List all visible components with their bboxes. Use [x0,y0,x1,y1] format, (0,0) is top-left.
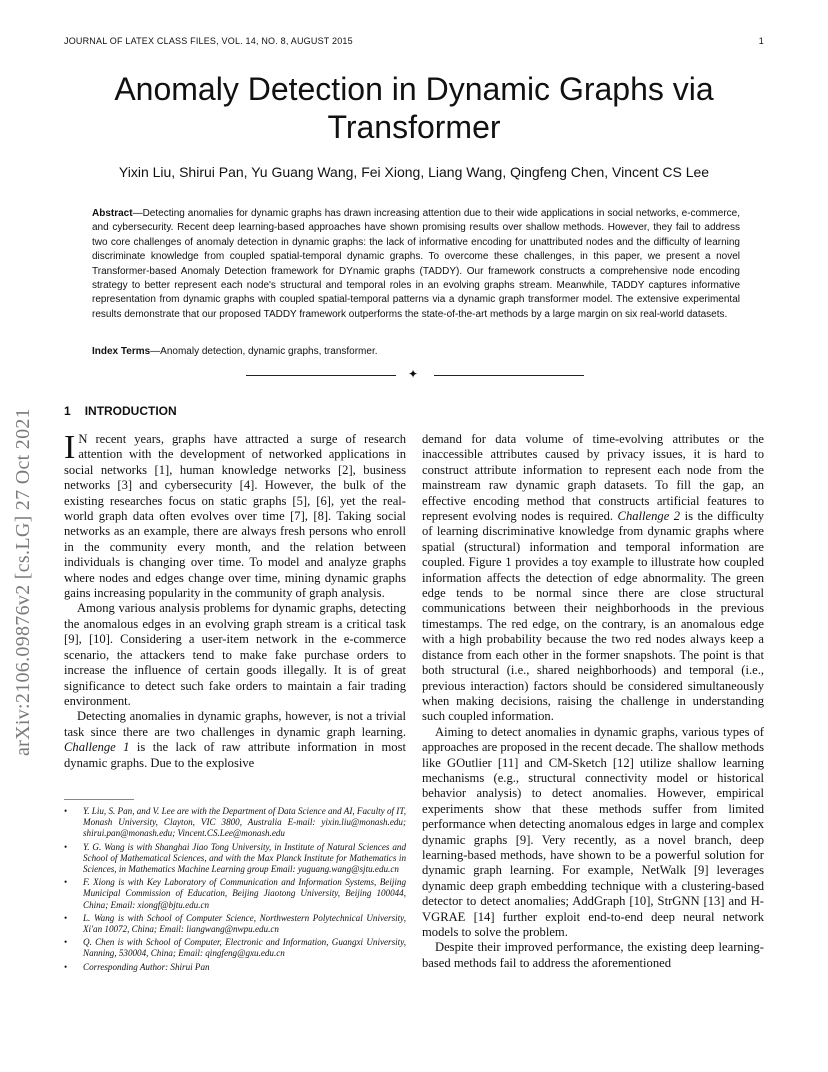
intro-paragraph-3-a: Detecting anomalies in dynamic graphs, however, is not a trivial task since there are two challenges in dynamic graph learning. [64,709,406,739]
abstract [92,207,740,322]
footnote-item: • L. Wang is with School of Computer Science, Northwestern Polytechnical University, Xi'an 10072, China; Email: liangwang@nwpu.edu.cn [64,913,406,935]
section-number: 1 [64,404,71,418]
right-paragraph-3: Despite their improved performance, the existing deep learning-based methods fail to address the aforementioned [422,940,764,970]
intro-paragraph-1 [64,429,406,601]
footnotes [64,806,406,975]
abstract-label: Abstract [92,208,133,219]
divider-line-right [434,375,584,376]
right-paragraph-2: Aiming to detect anomalies in dynamic graphs, various types of approaches are proposed in the recent decade. The shallow methods like GOutlier [11] and CM-Sketch [12] utilize shallow learning mechanisms (e.g., structural connectivity model or historical behavior analysis) to detect anomalies. However, empirical experiments show that these methods suffer from limited performance when detecting anomalous edges in large and complex dynamic graphs [9]. Very recently, as a novel branch, deep learning-based methods, have shown to be a powerful solution for dynamic graph learning. For example, NetWalk [9] leverages dynamic deep graph embedding technique with a clustering-based detector to detect anomalies; AddGraph [10], StrGNN [13] and H-VGRAE [14] further exploit end-to-end deep neural network models to solve the problem. [422,724,764,939]
page-number: 1 [758,36,764,46]
abstract-text: —Detecting anomalies for dynamic graphs has drawn increasing attention due to their wide applications in social networks, e-commerce, and cybersecurity. Recent deep learning-based approaches have shown promising results over shallow methods. However, they fail to address two core challenges of anomaly detection in dynamic graphs: the lack of informative encoding for unattributed nodes and the difficulty of learning discriminate knowledge from coupled spatial-temporal dynamic graphs. To overcome these challenges, in this paper, we present a novel Transformer-based Anomaly Detection framework for DYnamic graphs (TADDY). Our framework constructs a comprehensive node encoding strategy to better represent each node's structural and temporal roles in an evolving graphs stream. Meanwhile, TADDY captures informative representation from dynamic graphs with coupled spatial-temporal patterns via a dynamic graph transformer model. The extensive experimental results demonstrate that our proposed TADDY framework outperforms the state-of-the-art methods by a large margin on six real-world datasets. [92,208,740,320]
index-terms-text: —Anomaly detection, dynamic graphs, transformer. [150,346,378,357]
running-header [64,36,764,46]
intro-paragraph-3-b: is the lack of raw attribute information in most dynamic graphs. Due to the explosive [64,740,406,770]
footnote-item: • Y. G. Wang is with Shanghai Jiao Tong University, in Institute of Natural Sciences and School of Mathematical Sciences, and with the Max Planck Institute for Mathematics in Sciences, in Mathematics Machine Learning group Email: yuguang.wang@sjtu.edu.cn [64,842,406,876]
challenge-2-label: Challenge 2 [617,509,681,524]
intro-paragraph-3 [64,709,406,771]
left-column [64,429,406,771]
intro-paragraph-2: Among various analysis problems for dynamic graphs, detecting the anomalous edges in an evolving graph stream is a critical task [9], [10]. Considering a user-item network in the e-commerce scenario, the attackers tend to make fake purchase orders to increase the influence of certain goods illegally. It is of great significance to detect such fake orders to maintain a fair trading environment. [64,601,406,708]
footnote-item: • Y. Liu, S. Pan, and V. Lee are with the Department of Data Science and AI, Faculty of IT, Monash University, Clayton, VIC 3800, Australia E-mail: yixin.liu@monash.edu; shirui.pan@monash.edu; Vincent.CS.Lee@monash.edu [64,806,406,840]
journal-header: JOURNAL OF LATEX CLASS FILES, VOL. 14, NO. 8, AUGUST 2015 [64,36,353,46]
right-paragraph-1 [422,432,764,725]
right-column [422,432,764,971]
footnote-item: • Q. Chen is with School of Computer, Electronic and Information, Guangxi University, Nanning, 530004, China; Email: qingfeng@gxu.edu.cn [64,937,406,959]
intro-paragraph-1-text: N recent years, graphs have attracted a surge of research attention with the development of networked applications in social networks [1], human knowledge networks [2], business networks [3] and cybersecurity [4]. However, the bulk of the existing researches focus on static graphs [5], [6], yet the real-world graph data often evolves over time [7], [8]. Taking social networks as an example, there are always fresh persons who enroll in the community every month, and the relation between individuals is changing over time. To model and analyze graphs where nodes and edges change over time, mining dynamic graphs gains increasing popularity in the community of graph analysis. [64,432,406,601]
section-heading [64,404,177,418]
divider-ornament-icon: ✦ [408,367,419,381]
drop-cap: I [64,429,76,466]
footnote-item: • F. Xiong is with Key Laboratory of Communication and Information Systems, Beijing Municipal Commission of Education, Beijing Jiaotong University, Beijing 100044, China; Email: xiongf@bjtu.edu.cn [64,877,406,911]
right-paragraph-1-b: is the difficulty of learning discriminative knowledge from dynamic graphs where spatial (structural) information and temporal information are coupled. Figure 1 provides a toy example to illustrate how coupled information affects the detection of edge abnormality. The green edge tends to be normal since there are close structural communications between their neighborhoods in the previous timestamps. The red edge, on the contrary, is an anomalous edge with a high probability because the two red nodes always keep a distance from each other in the former snapshots. The point is that both structural (i.e., shared neighborhoods) and temporal (i.e., previous interaction) factors should be considered simultaneously when making decisions, raising the challenge in understanding such coupled information. [422,509,764,724]
index-terms [92,346,740,357]
author-list: Yixin Liu, Shirui Pan, Yu Guang Wang, Fei Xiong, Liang Wang, Qingfeng Chen, Vincent CS Lee [118,164,710,180]
challenge-1-label: Challenge 1 [64,740,130,755]
paper-title: Anomaly Detection in Dynamic Graphs via Transformer [114,71,714,145]
section-title: INTRODUCTION [84,404,177,418]
arxiv-stamp: arXiv:2106.09876v2 [cs.LG] 27 Oct 2021 [12,407,34,756]
index-terms-label: Index Terms [92,346,151,357]
footnote-rule [64,799,134,800]
divider-line-left [246,375,396,376]
footnote-item: • Corresponding Author: Shirui Pan [64,962,406,973]
right-paragraph-1-a: demand for data volume of time-evolving attributes or the inaccessible attributes caused by privacy issues, it is hard to construct attribute information to represent each node from the mainstream raw dynamic graph datasets. To fill the gap, an effective encoding method that constructs artificial features to represent evolving nodes is required. [422,432,764,524]
section-divider [246,367,584,381]
